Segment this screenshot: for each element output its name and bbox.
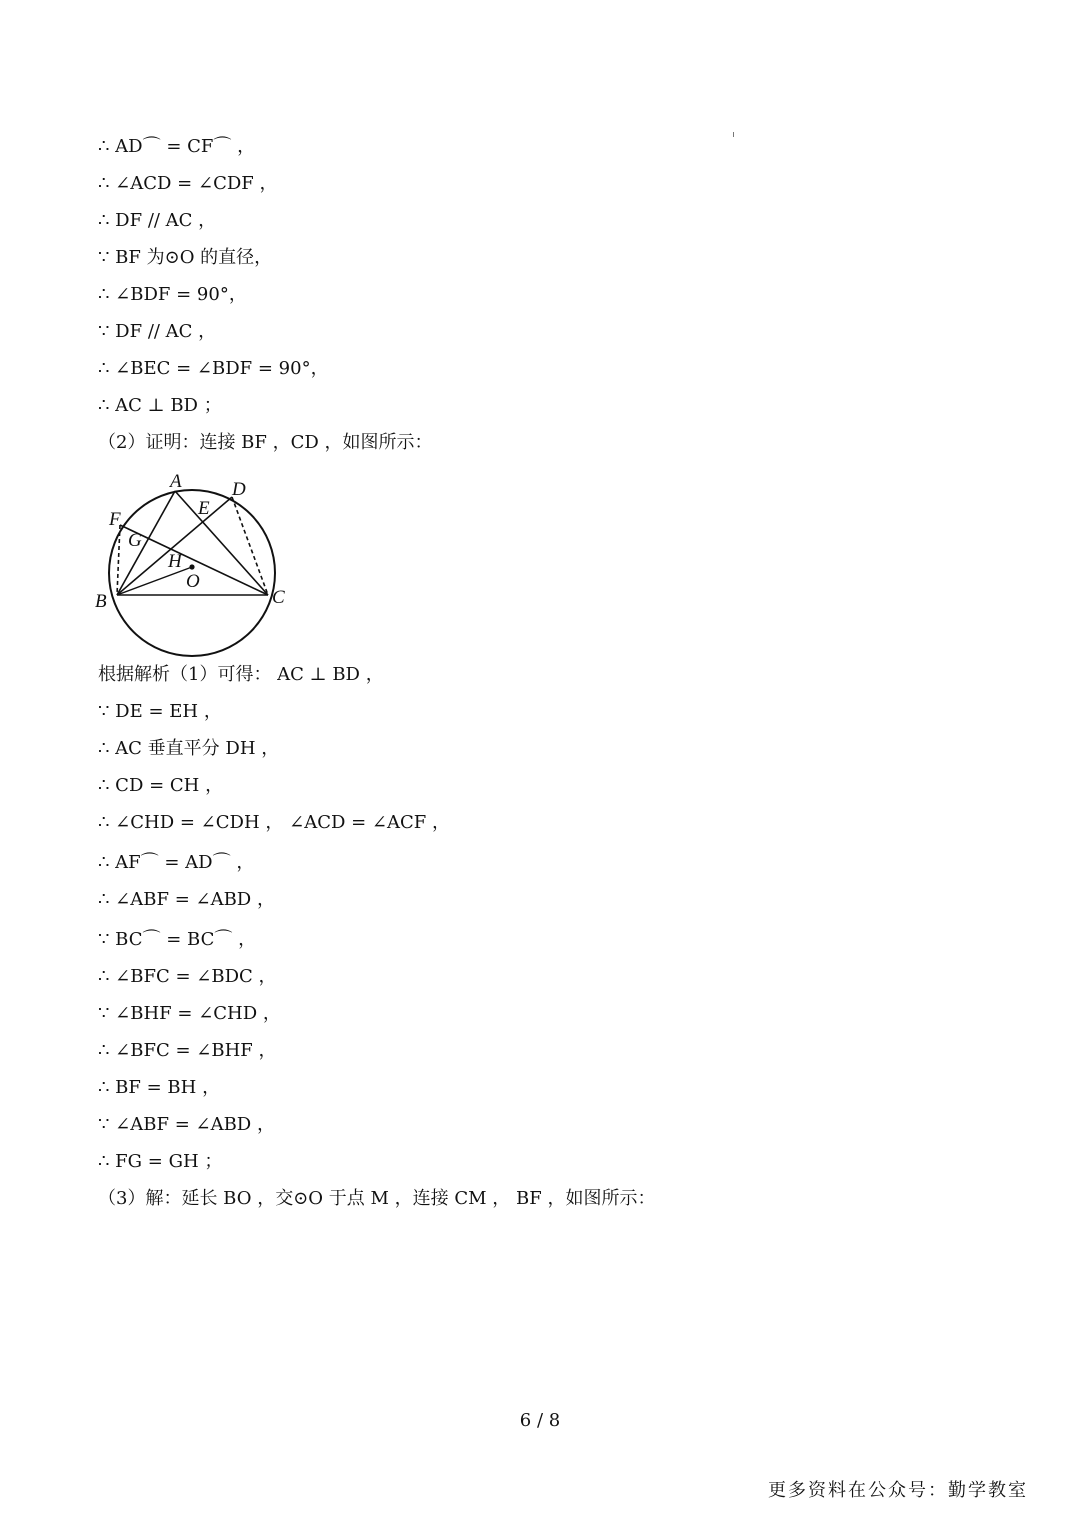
proof-line-4: ∵ BF 为⊙O 的直径， [98,247,273,268]
proof-line-13: ∴ ∠CHD = ∠CDH ， ∠ACD = ∠ACF ， [98,812,450,833]
label-h: H [168,551,182,572]
proof-line-21: ∵ ∠ABF = ∠ABD ， [98,1114,275,1135]
proof-line-12: ∴ CD = CH ， [98,775,224,796]
proof-line-11: ∴ AC 垂直平分 DH ， [98,738,280,759]
proof-line-19: ∴ ∠BFC = ∠BHF ， [98,1040,277,1061]
proof-line-16: ∵ BC⌒ = BC⌒ ， [98,929,257,950]
proof-line-9: 根据解析（1）可得： AC ⊥ BD ， [98,664,384,685]
proof-line-5: ∴ ∠BDF = 90°， [98,284,247,305]
proof-line-17: ∴ ∠BFC = ∠BDC ， [98,966,277,987]
proof-line-15: ∴ ∠ABF = ∠ABD ， [98,889,275,910]
label-d: D [232,479,246,500]
proof-line-22: ∴ FG = GH ； [98,1151,223,1172]
proof-line-2: ∴ ∠ACD = ∠CDF ， [98,173,278,194]
segment-ba [117,491,175,595]
proof-line-3: ∴ DF // AC ， [98,210,217,231]
proof-line-6: ∵ DF // AC ， [98,321,217,342]
footer-note: 更多资料在公众号：勤学教室 [768,1480,1028,1501]
proof-line-20: ∴ BF = BH ， [98,1077,221,1098]
label-c: C [272,587,285,608]
geometry-figure [92,467,292,657]
proof-line-1: ∴ AD⌒ = CF⌒ ， [98,136,256,157]
label-e: E [198,498,210,519]
proof-line-10: ∵ DE = EH ， [98,701,222,722]
label-a: A [170,471,182,492]
label-o: O [186,571,200,592]
label-f: F [109,509,121,530]
page-number: 6 / 8 [519,1410,561,1431]
proof-line-14: ∴ AF⌒ = AD⌒ ， [98,852,255,873]
section-3-heading: （3）解：延长 BO ，交⊙O 于点 M ，连接 CM ， BF ，如图所示： [98,1188,656,1209]
proof-line-7: ∴ ∠BEC = ∠BDF = 90°， [98,358,329,379]
center-point-o [189,564,194,569]
stray-mark [733,132,734,137]
proof-line-8: ∴ AC ⊥ BD ； [98,395,222,416]
proof-line-18: ∵ ∠BHF = ∠CHD ， [98,1003,281,1024]
label-g: G [128,530,142,551]
section-2-heading: （2）证明：连接 BF ，CD ，如图所示： [98,432,433,453]
label-b: B [95,591,107,612]
